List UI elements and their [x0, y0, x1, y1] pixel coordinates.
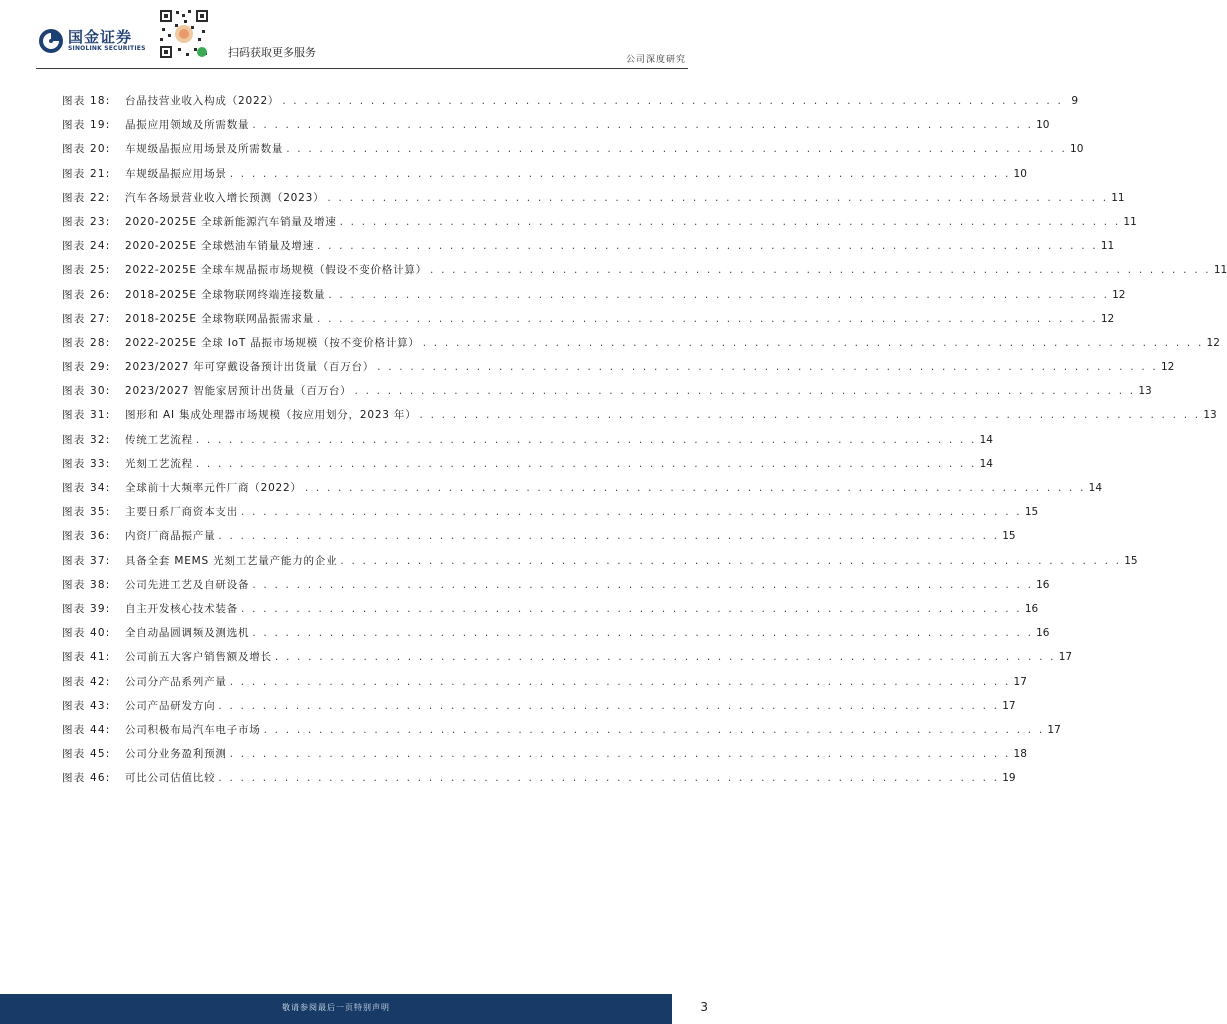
toc-entry-title[interactable]: 车规级晶振应用场景	[125, 167, 227, 180]
toc-entry-label: 图表 20:	[62, 143, 111, 156]
toc-leader-dots: . . . . . . . . . . . . . . . . . . . . . . . . . . . . . . . . . . . . . . . . . . . . . . . . . . . . . . . . . . . . . . . . . . . . . . .	[274, 651, 1056, 664]
toc-entry-label: 图表 40:	[62, 627, 111, 640]
toc-entry-page[interactable]: 16	[1036, 627, 1050, 640]
toc-entry-page[interactable]: 12	[1160, 361, 1175, 374]
toc-entry-page[interactable]: 10	[1036, 119, 1050, 132]
toc-entry-page[interactable]: 14	[979, 457, 993, 470]
toc-entry-title[interactable]: 2022-2025E 全球车规晶振市场规模（假设不变价格计算）	[125, 264, 428, 277]
toc-entry-label: 图表 38:	[62, 578, 111, 591]
toc-entry-title[interactable]: 全球前十大频率元件厂商（2022）	[125, 482, 302, 494]
toc-entry-page[interactable]: 13	[1138, 385, 1152, 398]
toc-leader-dots: . . . . . . . . . . . . . . . . . . . . . . . . . . . . . . . . . . . . . . . . . . . . . . . . . . . . . . . . . . . . . . . . . . . . . . .	[422, 336, 1204, 349]
toc-entry-label: 图表 45:	[62, 748, 111, 761]
toc-entry[interactable]	[62, 621, 1050, 645]
toc-leader-dots: . . . . . . . . . . . . . . . . . . . . . . . . . . . . . . . . . . . . . . . . . . . . . . . . . . . . . . . . . . . . . . . . . . . . . . .	[218, 772, 1000, 785]
toc-entry-title[interactable]: 图形和 AI 集成处理器市场规模（按应用划分，2023 年）	[125, 409, 417, 422]
toc-entry[interactable]	[62, 234, 1115, 258]
toc-entry[interactable]	[62, 258, 1227, 282]
toc-entry-page[interactable]: 9	[1071, 95, 1079, 107]
toc-entry-label: 图表 22:	[62, 191, 111, 204]
toc-leader-dots: . . . . . . . . . . . . . . . . . . . . . . . . . . . . . . . . . . . . . . . . . . . . . . . . . . . . . . . . . . . . . . . . . . . . . . .	[339, 215, 1121, 228]
page-number: 3	[700, 1000, 708, 1014]
toc-entry-title[interactable]: 传统工艺流程	[125, 433, 193, 446]
toc-entry-page[interactable]: 12	[1100, 312, 1115, 325]
toc-entry-page[interactable]: 11	[1213, 264, 1227, 277]
toc-leader-dots: . . . . . . . . . . . . . . . . . . . . . . . . . . . . . . . . . . . . . . . . . . . . . . . . . . . . . . . . . . . . . . . . . . . . . . .	[419, 409, 1201, 422]
toc-entry-title[interactable]: 内资厂商晶振产量	[125, 530, 216, 543]
toc-entry-title[interactable]: 主要日系厂商资本支出	[125, 506, 238, 519]
toc-leader-dots: . . . . . . . . . . . . . . . . . . . . . . . . . . . . . . . . . . . . . . . . . . . . . . . . . . . . . . . . . . . . . . . . . . . . . . .	[229, 167, 1011, 180]
toc-entry[interactable]	[62, 597, 1039, 621]
toc-entry[interactable]	[62, 113, 1050, 137]
toc-leader-dots: . . . . . . . . . . . . . . . . . . . . . . . . . . . . . . . . . . . . . . . . . . . . . . . . . . . . . . . . . . . . . . . . . . . . . . .	[282, 95, 1064, 107]
toc-leader-dots: . . . . . . . . . . . . . . . . . . . . . . . . . . . . . . . . . . . . . . . . . . . . . . . . . . . . . . . . . . . . . . . . . . . . . . .	[354, 385, 1136, 398]
toc-entry-title[interactable]: 公司前五大客户销售额及增长	[125, 651, 272, 664]
toc-entry-label: 图表 39:	[62, 602, 111, 615]
toc-entry-page[interactable]: 19	[1002, 772, 1016, 785]
toc-leader-dots: . . . . . . . . . . . . . . . . . . . . . . . . . . . . . . . . . . . . . . . . . . . . . . . . . . . . . . . . . . . . . . . . . . . . . . .	[218, 530, 1000, 543]
toc-entry-title[interactable]: 公司产品研发方向	[125, 699, 216, 712]
toc-entry-title[interactable]: 公司先进工艺及自研设备	[125, 578, 250, 591]
toc-entry[interactable]	[62, 89, 1079, 113]
logo-name-en: SINOLINK SECURITIES	[68, 45, 146, 52]
toc-entry-title[interactable]: 晶振应用领域及所需数量	[125, 119, 250, 132]
toc-entry-label: 图表 30:	[62, 385, 111, 398]
toc-leader-dots: . . . . . . . . . . . . . . . . . . . . . . . . . . . . . . . . . . . . . . . . . . . . . . . . . . . . . . . . . . . . . . . . . . . . . . .	[430, 264, 1211, 277]
toc-entry[interactable]	[62, 307, 1115, 331]
report-type-label: 公司深度研究	[625, 55, 686, 65]
toc-entry[interactable]	[62, 742, 1027, 766]
toc-entry[interactable]	[62, 476, 1103, 500]
toc-entry-label: 图表 32:	[62, 433, 111, 446]
toc-leader-dots: . . . . . . . . . . . . . . . . . . . . . . . . . . . . . . . . . . . . . . . . . . . . . . . . . . . . . . . . . . . . . . . . . . . . . . .	[241, 506, 1022, 519]
toc-entry[interactable]	[62, 379, 1152, 403]
toc-leader-dots: . . . . . . . . . . . . . . . . . . . . . . . . . . . . . . . . . . . . . . . . . . . . . . . . . . . . . . . . . . . . . . . . . . . . . . .	[252, 119, 1034, 132]
toc-entry-page[interactable]: 12	[1206, 336, 1220, 349]
toc-entry-label: 图表 42:	[62, 675, 111, 688]
figure-list	[62, 89, 1227, 790]
toc-entry-page[interactable]: 13	[1203, 409, 1217, 422]
toc-entry[interactable]	[62, 210, 1137, 234]
toc-entry-label: 图表 23:	[62, 215, 111, 228]
toc-entry-page[interactable]: 17	[1002, 699, 1016, 712]
header-divider	[36, 68, 688, 69]
toc-entry-label: 图表 21:	[62, 167, 111, 180]
toc-entry-title[interactable]: 2020-2025E 全球新能源汽车销量及增速	[125, 215, 337, 228]
toc-entry-page[interactable]: 17	[1058, 651, 1073, 664]
toc-entry-label: 图表 35:	[62, 506, 111, 519]
sinolink-logo-icon	[38, 28, 64, 54]
toc-entry-title[interactable]: 车规级晶振应用场景及所需数量	[125, 143, 284, 156]
toc-entry-title[interactable]: 公司分业务盈利预测	[125, 748, 227, 761]
toc-entry[interactable]	[62, 403, 1217, 427]
qr-code-icon[interactable]	[158, 8, 210, 60]
toc-entry-label: 图表 18:	[62, 95, 111, 107]
toc-entry[interactable]	[62, 500, 1039, 524]
toc-leader-dots: . . . . . . . . . . . . . . . . . . . . . . . . . . . . . . . . . . . . . . . . . . . . . . . . . . . . . . . . . . . . . . . . . . . . . . .	[252, 627, 1034, 640]
toc-leader-dots: . . . . . . . . . . . . . . . . . . . . . . . . . . . . . . . . . . . . . . . . . . . . . . . . . . . . . . . . . . . . . . . . . . . . . . .	[340, 554, 1122, 567]
toc-entry[interactable]	[62, 645, 1073, 669]
toc-leader-dots: . . . . . . . . . . . . . . . . . . . . . . . . . . . . . . . . . . . . . . . . . . . . . . . . . . . . . . . . . . . . . . . . . . . . . . .	[304, 482, 1086, 494]
toc-entry-label: 图表 44:	[62, 723, 111, 736]
toc-entry-title[interactable]: 光刻工艺流程	[125, 457, 193, 470]
toc-entry-title[interactable]: 自主开发核心技术装备	[125, 602, 238, 615]
toc-entry[interactable]	[62, 452, 993, 476]
toc-entry-label: 图表 24:	[62, 240, 111, 253]
toc-entry-label: 图表 37:	[62, 554, 111, 567]
toc-leader-dots: . . . . . . . . . . . . . . . . . . . . . . . . . . . . . . . . . . . . . . . . . . . . . . . . . . . . . . . . . . . . . . . . . . . . . . .	[252, 578, 1034, 591]
toc-entry-title[interactable]: 2018-2025E 全球物联网终端连接数量	[125, 288, 326, 301]
toc-entry-title[interactable]: 台晶技营业收入构成（2022）	[125, 95, 280, 107]
toc-entry-label: 图表 34:	[62, 482, 111, 494]
toc-entry-page[interactable]: 18	[1013, 748, 1027, 761]
toc-entry-page[interactable]: 10	[1013, 167, 1027, 180]
toc-entry[interactable]	[62, 573, 1050, 597]
toc-entry[interactable]	[62, 162, 1027, 186]
toc-entry-title[interactable]: 2020-2025E 全球燃油车销量及增速	[125, 240, 315, 253]
toc-entry-page[interactable]: 16	[1024, 602, 1039, 615]
toc-entry-page[interactable]: 17	[1047, 723, 1061, 736]
toc-leader-dots: . . . . . . . . . . . . . . . . . . . . . . . . . . . . . . . . . . . . . . . . . . . . . . . . . . . . . . . . . . . . . . . . . . . . . . .	[241, 602, 1022, 615]
toc-entry[interactable]	[62, 766, 1016, 790]
toc-entry[interactable]	[62, 283, 1126, 307]
scan-for-service-text: 扫码获取更多服务	[228, 46, 316, 59]
toc-entry-label: 图表 28:	[62, 336, 111, 349]
toc-entry-label: 图表 19:	[62, 119, 111, 132]
toc-entry[interactable]	[62, 524, 1016, 548]
toc-leader-dots: . . . . . . . . . . . . . . . . . . . . . . . . . . . . . . . . . . . . . . . . . . . . . . . . . . . . . . . . . . . . . . . . . . . . . . .	[377, 361, 1158, 374]
toc-leader-dots: . . . . . . . . . . . . . . . . . . . . . . . . . . . . . . . . . . . . . . . . . . . . . . . . . . . . . . . . . . . . . . . . . . . . . . .	[328, 288, 1110, 301]
toc-entry-title[interactable]: 可比公司估值比较	[125, 772, 216, 785]
toc-entry-label: 图表 33:	[62, 457, 111, 470]
toc-entry-page[interactable]: 15	[1124, 554, 1138, 567]
toc-entry-label: 图表 25:	[62, 264, 111, 277]
toc-entry[interactable]	[62, 549, 1138, 573]
page-header	[0, 0, 724, 70]
toc-leader-dots: . . . . . . . . . . . . . . . . . . . . . . . . . . . . . . . . . . . . . . . . . . . . . . . . . . . . . . . . . . . . . . . . . . . . . . .	[317, 240, 1098, 253]
toc-entry-label: 图表 29:	[62, 361, 111, 374]
page-footer	[0, 994, 724, 1024]
toc-entry-page[interactable]: 11	[1111, 191, 1125, 204]
toc-entry-label: 图表 43:	[62, 699, 111, 712]
toc-entry-label: 图表 41:	[62, 651, 111, 664]
toc-leader-dots: . . . . . . . . . . . . . . . . . . . . . . . . . . . . . . . . . . . . . . . . . . . . . . . . . . . . . . . . . . . . . . . . . . . . . . .	[286, 143, 1068, 156]
toc-entry-page[interactable]: 17	[1013, 675, 1027, 688]
toc-entry-label: 图表 36:	[62, 530, 111, 543]
toc-entry-page[interactable]: 15	[1024, 506, 1039, 519]
toc-entry-title[interactable]: 汽车各场景营业收入增长预测（2023）	[125, 191, 325, 204]
toc-leader-dots: . . . . . . . . . . . . . . . . . . . . . . . . . . . . . . . . . . . . . . . . . . . . . . . . . . . . . . . . . . . . . . . . . . . . . . .	[229, 748, 1011, 761]
toc-entry-title[interactable]: 2022-2025E 全球 IoT 晶振市场规模（按不变价格计算）	[125, 336, 420, 349]
toc-entry-title[interactable]: 2023/2027 智能家居预计出货量（百万台）	[125, 385, 352, 398]
company-logo	[38, 28, 146, 54]
toc-leader-dots: . . . . . . . . . . . . . . . . . . . . . . . . . . . . . . . . . . . . . . . . . . . . . . . . . . . . . . . . . . . . . . . . . . . . . . .	[195, 433, 977, 446]
toc-entry-page[interactable]: 10	[1070, 143, 1084, 156]
logo-name-cn: 国金证券	[68, 28, 133, 46]
toc-entry[interactable]	[62, 186, 1125, 210]
toc-leader-dots: . . . . . . . . . . . . . . . . . . . . . . . . . . . . . . . . . . . . . . . . . . . . . . . . . . . . . . . . . . . . . . . . . . . . . . .	[229, 675, 1011, 688]
toc-entry-title[interactable]: 全自动晶圆调频及测选机	[125, 627, 250, 640]
toc-entry-page[interactable]: 11	[1123, 215, 1137, 228]
toc-entry-title[interactable]: 公司分产品系列产量	[125, 675, 227, 688]
toc-entry-label: 图表 26:	[62, 288, 111, 301]
toc-entry[interactable]	[62, 670, 1027, 694]
toc-leader-dots: . . . . . . . . . . . . . . . . . . . . . . . . . . . . . . . . . . . . . . . . . . . . . . . . . . . . . . . . . . . . . . . . . . . . . . .	[263, 723, 1045, 736]
toc-entry-page[interactable]: 16	[1036, 578, 1050, 591]
toc-entry[interactable]	[62, 331, 1220, 355]
toc-entry-title[interactable]: 2018-2025E 全球物联网晶振需求量	[125, 312, 315, 325]
toc-entry[interactable]	[62, 137, 1084, 161]
toc-leader-dots: . . . . . . . . . . . . . . . . . . . . . . . . . . . . . . . . . . . . . . . . . . . . . . . . . . . . . . . . . . . . . . . . . . . . . . .	[327, 191, 1109, 204]
toc-entry[interactable]	[62, 428, 993, 452]
toc-leader-dots: . . . . . . . . . . . . . . . . . . . . . . . . . . . . . . . . . . . . . . . . . . . . . . . . . . . . . . . . . . . . . . . . . . . . . . .	[195, 457, 977, 470]
toc-entry-page[interactable]: 14	[979, 433, 993, 446]
toc-entry-page[interactable]: 12	[1112, 288, 1126, 301]
toc-entry-page[interactable]: 11	[1100, 240, 1115, 253]
toc-entry[interactable]	[62, 718, 1061, 742]
toc-entry-page[interactable]: 14	[1088, 482, 1103, 494]
toc-entry-title[interactable]: 具备全套 MEMS 光刻工艺量产能力的企业	[125, 554, 338, 567]
footer-disclaimer-notice: 敬请参阅最后一页特别声明	[282, 1003, 390, 1012]
toc-entry-label: 图表 27:	[62, 312, 111, 325]
toc-entry-label: 图表 46:	[62, 772, 111, 785]
toc-entry-label: 图表 31:	[62, 409, 111, 422]
toc-entry-title[interactable]: 2023/2027 年可穿戴设备预计出货量（百万台）	[125, 361, 375, 374]
toc-entry-title[interactable]: 公司积极布局汽车电子市场	[125, 723, 261, 736]
toc-entry[interactable]	[62, 694, 1016, 718]
toc-entry[interactable]	[62, 355, 1175, 379]
toc-leader-dots: . . . . . . . . . . . . . . . . . . . . . . . . . . . . . . . . . . . . . . . . . . . . . . . . . . . . . . . . . . . . . . . . . . . . . . .	[218, 699, 1000, 712]
toc-leader-dots: . . . . . . . . . . . . . . . . . . . . . . . . . . . . . . . . . . . . . . . . . . . . . . . . . . . . . . . . . . . . . . . . . . . . . . .	[317, 312, 1098, 325]
toc-entry-page[interactable]: 15	[1002, 530, 1016, 543]
